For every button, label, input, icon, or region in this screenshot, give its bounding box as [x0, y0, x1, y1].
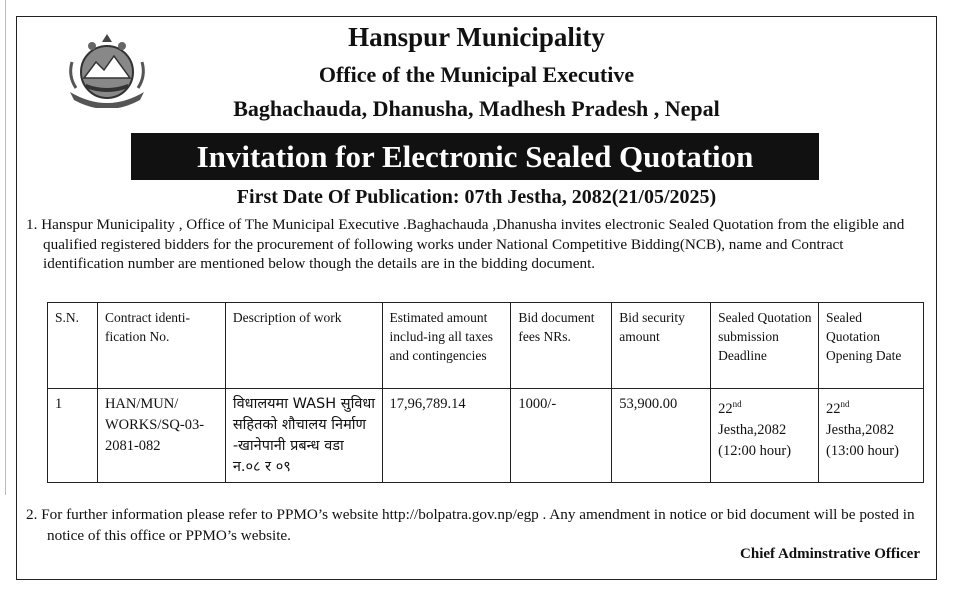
notice-title-banner: Invitation for Electronic Sealed Quotation	[131, 133, 819, 180]
office-name: Office of the Municipal Executive	[318, 62, 635, 87]
opening-day: 22	[826, 400, 841, 417]
paragraph-1	[26, 215, 926, 274]
cell-opening-date	[819, 389, 924, 483]
municipality-name: Hanspur Municipality	[348, 22, 605, 52]
deadline-day: 22	[718, 400, 733, 417]
opening-rest: Jestha,2082 (13:00 hour)	[826, 421, 899, 459]
cell-submission-deadline	[711, 389, 819, 483]
cell-sn: 1	[48, 389, 98, 483]
cell-contract-id: HAN/MUN/ WORKS/SQ-03-2081-082	[97, 389, 225, 483]
paragraph-2	[26, 504, 926, 546]
header-submission-deadline: Sealed Quotation submission Deadline	[711, 303, 819, 389]
bid-table	[47, 302, 924, 483]
cell-description: विधालयमा WASH सुविधा सहितको शौचालय निर्माण -खानेपानी प्रबन्ध वडा न.०८ र ०९	[225, 389, 382, 483]
cell-estimated-amount: 17,96,789.14	[382, 389, 511, 483]
cell-bid-security: 53,900.00	[612, 389, 711, 483]
header-description: Description of work	[225, 303, 382, 389]
paragraph-1-text: Hanspur Municipality , Office of The Municipal Executive .Baghachauda ,Dhanusha invites electronic Sealed Quotation from the eligible and qualified registered bidders for the procurement of following works under National Competitive Bidding(NCB), name and Contract identification number are mentioned below though the details are in the bidding document.	[41, 216, 905, 272]
opening-suffix: nd	[840, 399, 850, 409]
header-contract-id: Contract identi-fication No.	[97, 303, 225, 389]
header-sn: S.N.	[48, 303, 98, 389]
paragraph-1-number: 1.	[26, 216, 38, 233]
office-address: Baghachauda, Dhanusha, Madhesh Pradesh , Nepal	[233, 96, 720, 121]
header-bid-security: Bid security amount	[612, 303, 711, 389]
cell-bid-doc-fee: 1000/-	[511, 389, 612, 483]
header-bid-doc-fee: Bid document fees NRs.	[511, 303, 612, 389]
paragraph-2-text: 2. For further information please refer to PPMO’s website http://bolpatra.gov.np/egp . Any amendment in notice or bid document will be posted in notice of this office or PPMO’s website.	[26, 506, 915, 544]
deadline-rest: Jestha,2082 (12:00 hour)	[718, 421, 792, 459]
table-row	[48, 389, 924, 483]
deadline-suffix: nd	[732, 399, 742, 409]
header-estimated-amount: Estimated amount includ-ing all taxes and contingencies	[382, 303, 511, 389]
table-header-row	[48, 303, 924, 389]
header-opening-date: Sealed Quotation Opening Date	[819, 303, 924, 389]
publication-date: First Date Of Publication: 07th Jestha, 2082(21/05/2025)	[236, 186, 717, 208]
signatory-title: Chief Adminstrative Officer	[740, 546, 920, 562]
